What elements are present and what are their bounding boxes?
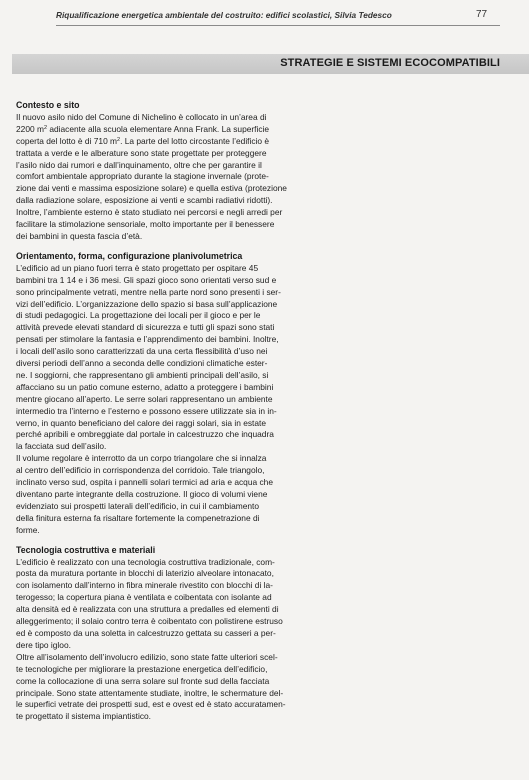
text-section	[16, 545, 482, 724]
section-band	[12, 54, 529, 74]
section-heading: Contesto e sito	[16, 100, 80, 110]
header-rule	[56, 25, 500, 26]
text-line: principale. Sono state attentamente studiate, inoltre, le schermature del-	[16, 687, 284, 698]
text-line: intermedio tra l’interno e l’esterno e possono essere utilizzate sia in in-	[16, 405, 277, 416]
text-line: coperta del lotto è di 710 $m^2$. La parte del lotto circostante l’edificio è	[16, 135, 270, 146]
running-head: Riqualificazione energetica ambientale del costruito: edifici scolastici, Silvia Tedesco	[56, 10, 392, 20]
text-line: evidenziato sui prospetti laterali dell’edificio, in cui il cambiamento	[16, 500, 259, 511]
text-line: te progettato il sistema impiantistico.	[16, 711, 151, 722]
section-heading: Tecnologia costruttiva e materiali	[16, 544, 156, 555]
text-line: mentre giocano all’aperto. Le serre solari rappresentano un ambiente	[16, 393, 273, 404]
text-line: facilitare la stimolazione sensoriale, molto importante per il benessere	[16, 219, 275, 230]
text-line: inclinato verso sud, ospita i pannelli solari termici ad aria e acqua che	[16, 477, 273, 488]
text-line: la facciata sud dell’asilo.	[16, 441, 107, 452]
text-line: al centro dell’edificio in corrispondenza del corridoio. Tale triangolo,	[16, 465, 265, 476]
text-line: le superfici vetrate dei prospetti sud, est e ovest ed è stato accuratamen-	[16, 699, 286, 710]
text-line: Il nuovo asilo nido del Comune di Nichelino è collocato in un’area di	[16, 111, 267, 122]
text-line: Il volume regolare è interrotto da un corpo triangolare che si innalza	[16, 453, 267, 464]
section-title: STRATEGIE E SISTEMI ECOCOMPATIBILI	[280, 57, 500, 69]
body-text	[16, 100, 482, 731]
text-line: pensati per stimolare la fantasia e l’apprendimento dei bambini. Inoltre,	[16, 334, 279, 345]
text-line: L’edificio è realizzato con una tecnologia costruttiva tradizionale, com-	[16, 556, 275, 567]
section-heading: Orientamento, forma, configurazione planivolumetrica	[16, 250, 243, 261]
text-section	[16, 100, 482, 243]
text-line: zione dai venti e massima esposizione solare) e quella estiva (protezione	[16, 183, 287, 194]
text-line: con isolamento dall’interno in fibra minerale rivestito con blocchi di la-	[16, 580, 273, 591]
text-line: della finitura esterna fa risaltare fortemente la compenetrazione di	[16, 512, 260, 523]
text-line: posta da muratura portante in blocchi di laterizio alveolare intonacato,	[16, 568, 274, 579]
text-line: forme.	[16, 524, 40, 535]
text-line: perché apribili e ombreggiate dal portale in calcestruzzo che inquadra	[16, 429, 274, 440]
text-line: diversi periodi dell’anno a seconda delle condizioni climatiche ester-	[16, 358, 268, 369]
text-line: diventano parte integrante della costruzione. Il gioco di volumi viene	[16, 489, 268, 499]
text-line: l’asilo nido dai rumori e dall’inquinamento, oltre che per garantire il	[16, 159, 262, 170]
text-line: come la collocazione di una serra solare sul fronte sud della facciata	[16, 675, 270, 686]
text-line: Inoltre, l’ambiente esterno è stato studiato nei percorsi e negli arredi per	[16, 207, 283, 218]
text-line: trattata a verde e le alberature sono state progettate per proteggere	[16, 147, 267, 158]
text-section	[16, 251, 482, 537]
text-line: L’edificio ad un piano fuori terra è stato progettato per ospitare 45	[16, 262, 259, 273]
text-line: sono principalmente vetrati, mentre nella parte nord sono presenti i ser-	[16, 286, 281, 297]
text-line: bambini tra 1 14 e i 36 mesi. Gli spazi gioco sono orientati verso sud e	[16, 274, 277, 285]
text-line: di studi pedagogici. La progettazione dei locali per il gioco e per le	[16, 310, 261, 321]
text-line: attività prevede elevati standard di sicurezza e tutti gli spazi sono stati	[16, 322, 275, 333]
text-line: Oltre all’isolamento dell’involucro edilizio, sono state fatte ulteriori scel-	[16, 651, 278, 662]
text-line: i locali dell’asilo sono caratterizzati da una certa flessibilità d’uso nei	[16, 346, 268, 357]
text-line: dei bambini in questa fascia d’età.	[16, 230, 143, 241]
text-line: te tecnologiche per migliorare la prestazione energetica dell’edificio,	[16, 663, 268, 674]
text-line: alleggerimento; il solaio contro terra è coibentato con polistirene estruso	[16, 616, 283, 627]
text-line: 2200 $m^2$ adiacente alla scuola elementare Anna Frank. La superficie	[16, 123, 270, 134]
text-line: affacciano su un patio comune esterno, adatto a proteggere i bambini	[16, 381, 274, 392]
text-line: vizi dell’edificio. L’organizzazione dello spazio si basa sull’applicazione	[16, 298, 278, 309]
text-line: alta densità ed è realizzata con una struttura a predalles ed elementi di	[16, 604, 279, 615]
page-number: 77	[476, 9, 488, 20]
text-line: verno, in quanto beneficiano del calore dei raggi solari, sia in estate	[16, 417, 267, 428]
text-line: terogesso; la copertura piana è ventilata e coibentata con isolante ad	[16, 592, 272, 603]
text-line: ne. I soggiorni, che rappresentano gli ambienti principali dell’asilo, si	[16, 369, 269, 380]
text-line: dalla radiazione solare, esposizione ai venti e scambi radiativi ridotti).	[16, 195, 273, 206]
text-line: dere tipo igloo.	[16, 639, 71, 650]
text-line: comfort ambientale appropriato durante la stagione invernale (prote-	[16, 171, 269, 182]
text-line: ed è composto da una soletta in calcestruzzo gettata su casseri a per-	[16, 627, 276, 638]
